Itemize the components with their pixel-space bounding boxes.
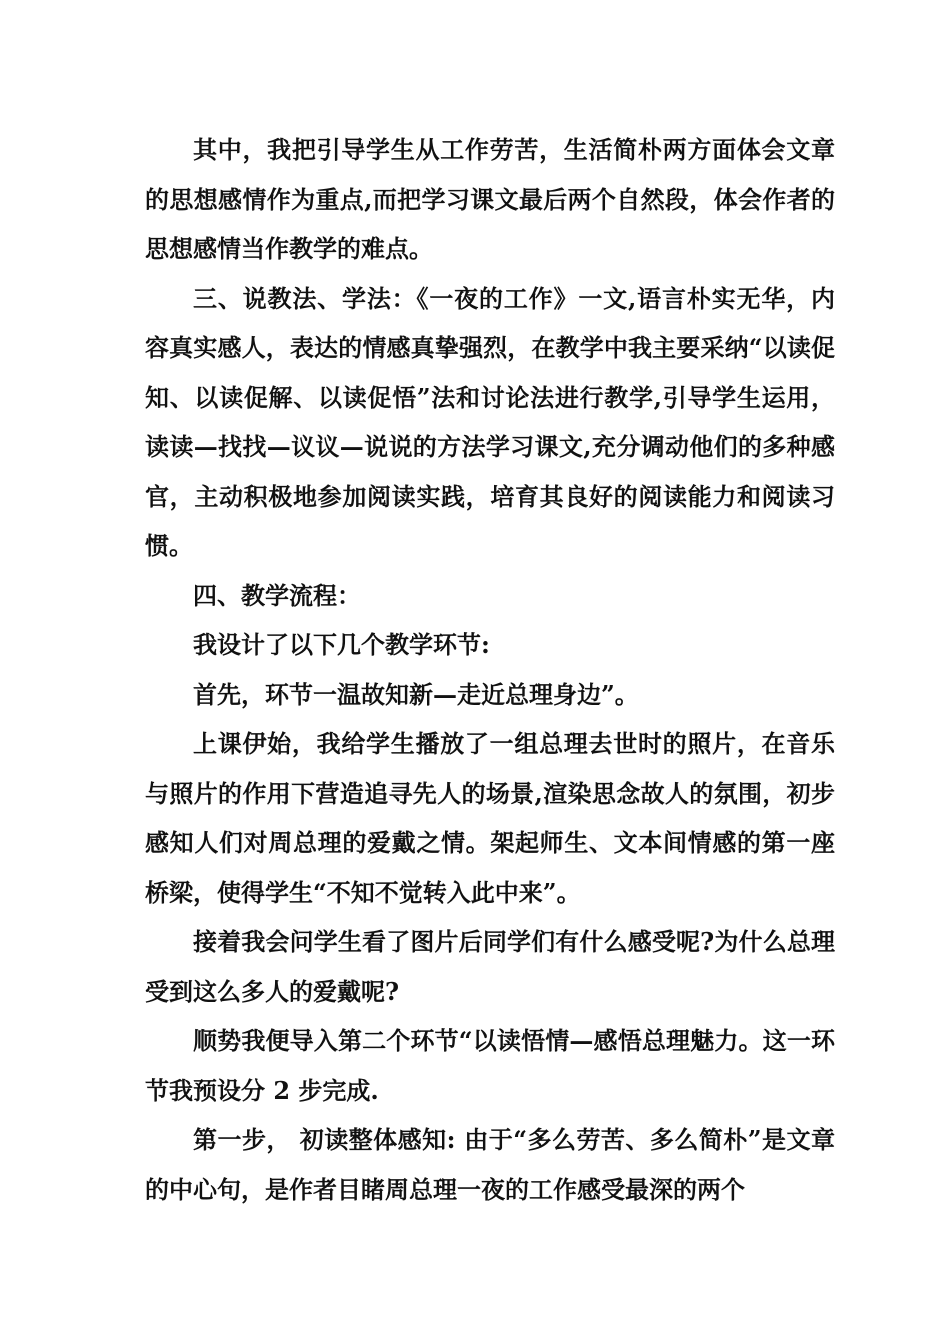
paragraph-teaching-process-heading: 四、教学流程： xyxy=(193,580,361,610)
paragraph-teaching-methods: 三、说教法、学法：《一夜的工作》一文,语言朴实无华，内容真实感人，表达的情感真挚强烈，在教学中我主要采纳“以读促知、以读促解、以读促悟”法和讨论法进行教学,引导学生运用，读读—找找—议议—说说的方法学习课文,充分调动他们的多种感官，主动积极地参加阅读实践，培育其良好的阅读能力和阅读习惯。 xyxy=(145,283,835,560)
paragraph-step-one: 首先，环节一温故知新—走近总理身边”。 xyxy=(193,679,639,709)
document-body xyxy=(145,125,835,1214)
paragraph-question: 接着我会问学生看了图片后同学们有什么感受呢?为什么总理受到这么多人的爱戴呢? xyxy=(145,927,835,1006)
paragraph-teaching-steps-intro: 我设计了以下几个教学环节: xyxy=(193,630,490,659)
paragraph-class-opening: 上课伊始，我给学生播放了一组总理去世时的照片，在音乐与照片的作用下营造追寻先人的场景,渲染思念故人的氛围，初步感知人们对周总理的爱戴之情。架起师生、文本间情感的第一座桥梁，使得学生“不知不觉转入此中来”。 xyxy=(145,729,835,907)
paragraph-step-two: 顺势我便导入第二个环节“以读悟情—感悟总理魅力。这一环节我预设分 2 步完成. xyxy=(145,1026,835,1105)
paragraph-key-points: 其中，我把引导学生从工作劳苦，生活简朴两方面体会文章的思想感情作为重点,而把学习课文最后两个自然段，体会作者的思想感情当作教学的难点。 xyxy=(145,135,835,263)
paragraph-first-reading: 第一步， 初读整体感知: 由于“多么劳苦、多么简朴”是文章的中心句，是作者目睹周总理一夜的工作感受最深的两个 xyxy=(145,1125,835,1204)
